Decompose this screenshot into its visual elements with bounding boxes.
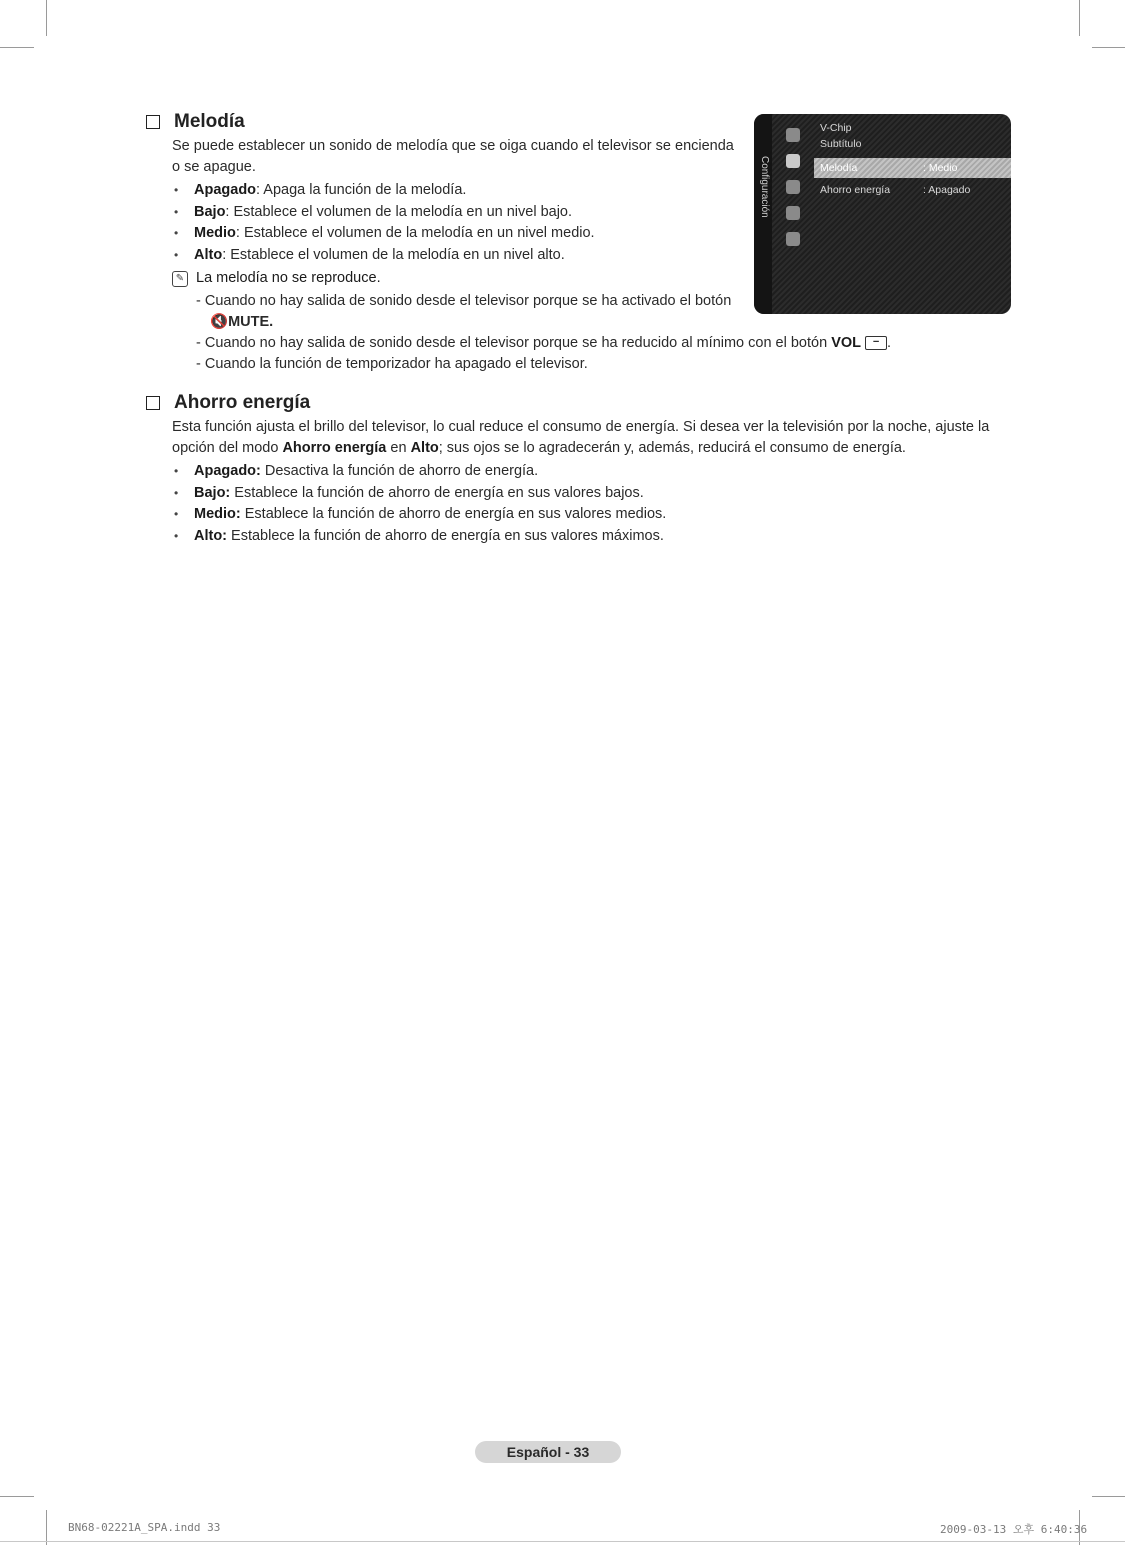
option-term: Apagado: xyxy=(194,463,261,479)
input-icon xyxy=(786,206,800,220)
note-icon: ✎ xyxy=(172,271,188,287)
osd-item-label: Ahorro energía xyxy=(820,184,891,196)
list-item xyxy=(174,504,1006,526)
osd-rail xyxy=(754,114,772,314)
list-item xyxy=(174,483,1006,505)
sound-icon xyxy=(786,180,800,194)
crop-mark xyxy=(0,47,34,48)
section-title: Melodía xyxy=(174,111,245,132)
intro-text: opción del modo xyxy=(172,440,283,456)
intro-line: o se apague. xyxy=(172,159,256,175)
bullet-icon: • xyxy=(174,183,179,197)
crop-mark xyxy=(46,0,47,36)
intro-text: ; sus ojos se lo agradecerán y, además, reducirá el consumo de energía. xyxy=(438,440,906,456)
bullet-icon: • xyxy=(174,507,179,521)
osd-item-label: V-Chip xyxy=(820,122,852,134)
page-number-badge: Español - 33 xyxy=(475,1441,621,1463)
option-term: Bajo xyxy=(194,203,226,220)
osd-item-label: Subtítulo xyxy=(820,138,862,150)
dash-text: - Cuando no hay salida de sonido desde el televisor porque se ha activado el botón xyxy=(196,293,732,309)
mute-key: 🔇MUTE. xyxy=(210,314,274,330)
option-desc: Desactiva la función de ahorro de energía. xyxy=(260,463,539,479)
dash-item xyxy=(196,354,1006,375)
list-item xyxy=(174,526,1006,548)
vol-label: VOL xyxy=(831,335,861,351)
bullet-icon: • xyxy=(174,464,179,478)
slug-line xyxy=(0,1541,1125,1542)
dash-item: - Cuando no hay salida de sonido desde el televisor porque se ha reducido al mínimo con el botón VOL − . xyxy=(196,335,892,351)
option-term: Alto xyxy=(194,246,223,263)
section-title: Ahorro energía xyxy=(174,392,311,413)
intro-term: Alto xyxy=(410,440,439,456)
option-desc: Establece la función de ahorro de energía en sus valores bajos. xyxy=(230,484,644,501)
section-intro xyxy=(172,417,1006,459)
option-term: Alto: xyxy=(194,527,228,544)
dash-text: - Cuando no hay salida de sonido desde el televisor porque se ha reducido al mínimo con el botón xyxy=(196,335,832,351)
vol-minus-icon: − xyxy=(865,336,887,350)
support-icon xyxy=(786,232,800,246)
mute-icon: 🔇 xyxy=(210,314,229,330)
osd-item-ahorro xyxy=(814,182,1011,198)
section-ahorro-energia xyxy=(146,389,1006,547)
crop-mark xyxy=(0,1496,34,1497)
note-text: La melodía no se reproduce. xyxy=(196,270,381,286)
footer-datetime: 2009-03-13 오후 6:40:36 xyxy=(940,1523,1088,1536)
osd-item-melodia xyxy=(814,158,1011,178)
option-desc: Establece la función de ahorro de energía en sus valores máximos. xyxy=(227,527,664,544)
intro-line: Esta función ajusta el brillo del televisor, lo cual reduce el consumo de energía. Si desea ver la televisión por la noche, ajuste la xyxy=(172,419,990,435)
bullet-icon: • xyxy=(174,204,179,219)
list-item xyxy=(174,461,1006,483)
dash-text: - Cuando la función de temporizador ha apagado el televisor. xyxy=(196,356,588,372)
tv-menu-screenshot xyxy=(754,114,1011,314)
option-term: Bajo: xyxy=(194,484,231,501)
osd-icon-column xyxy=(780,128,806,258)
mute-label: MUTE xyxy=(228,314,270,330)
crop-mark xyxy=(46,1510,47,1545)
crop-mark xyxy=(1092,47,1125,48)
osd-menu-list xyxy=(814,120,1011,198)
crop-mark xyxy=(1079,0,1080,36)
osd-item-label: Melodía xyxy=(820,162,858,174)
bullet-icon: • xyxy=(174,485,179,500)
intro-line xyxy=(172,438,1006,459)
bullet-icon: • xyxy=(174,226,179,240)
option-term: Medio xyxy=(194,225,236,241)
option-desc: : Establece el volumen de la melodía en un nivel bajo. xyxy=(225,203,573,220)
osd-item-vchip xyxy=(814,120,1011,136)
option-desc: Establece la función de ahorro de energía en sus valores medios. xyxy=(240,506,667,522)
checkbox-icon xyxy=(146,396,160,410)
option-desc: : Apaga la función de la melodía. xyxy=(256,182,467,198)
option-term: Apagado xyxy=(194,182,257,198)
footer-file: BN68-02221A_SPA.indd 33 xyxy=(68,1521,221,1534)
osd-item-subtitulo xyxy=(814,136,1011,152)
setup-gear-icon xyxy=(786,154,800,168)
crop-mark xyxy=(1092,1496,1125,1497)
option-desc: : Establece el volumen de la melodía en un nivel alto. xyxy=(222,246,565,263)
osd-item-value: : Apagado xyxy=(923,184,971,196)
bullet-icon: • xyxy=(174,528,179,543)
option-desc: : Establece el volumen de la melodía en un nivel medio. xyxy=(235,225,595,241)
option-list xyxy=(174,461,1006,547)
intro-term: Ahorro energía xyxy=(282,440,387,456)
checkbox-icon xyxy=(146,115,160,129)
intro-text: en xyxy=(386,440,411,456)
option-term: Medio: xyxy=(194,506,241,522)
intro-line: Se puede establecer un sonido de melodía que se oiga cuando el televisor se encienda xyxy=(172,138,734,154)
bullet-icon: • xyxy=(174,247,179,262)
osd-item-value: : Medio xyxy=(923,162,958,174)
osd-rail-label: Configuración xyxy=(759,156,770,218)
section-header xyxy=(146,389,1006,417)
picture-icon xyxy=(786,128,800,142)
